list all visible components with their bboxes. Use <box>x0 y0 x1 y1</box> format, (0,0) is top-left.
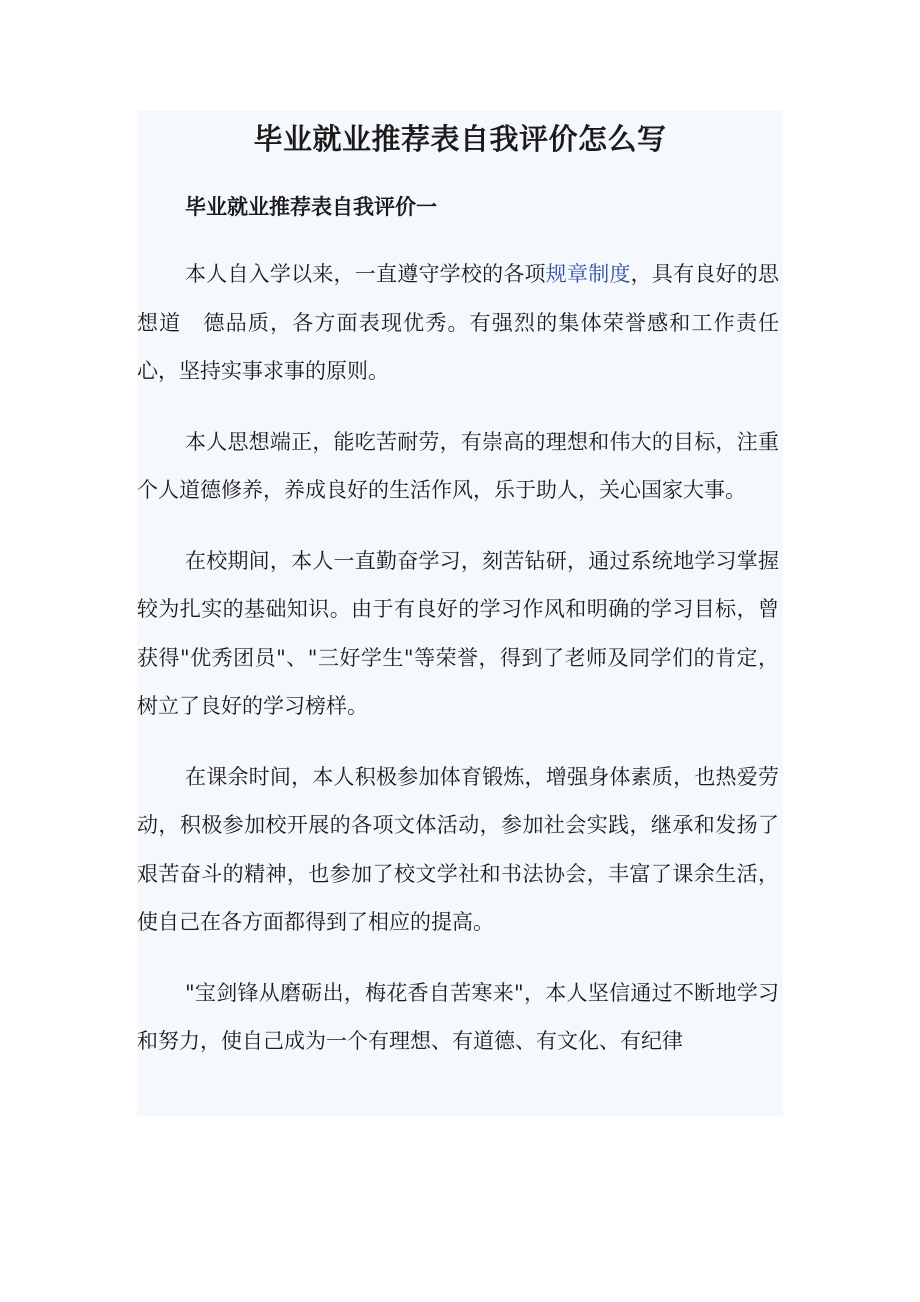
paragraph-4: 在课余时间，本人积极参加体育锻炼，增强身体素质，也热爱劳动，积极参加校开展的各项文体活动，参加社会实践，继承和发扬了艰苦奋斗的精神，也参加了校文学社和书法协会，丰富了课余生活，使自己在各方面都得到了相应的提高。 <box>137 764 779 934</box>
paragraph-1 <box>137 250 783 396</box>
paragraph-5: "宝剑锋从磨砺出，梅花香自苦寒来"，本人坚信通过不断地学习和努力，使自己成为一个有理想、有道德、有文化、有纪律 <box>137 980 779 1053</box>
section-heading: 毕业就业推荐表自我评价一 <box>185 194 437 219</box>
paragraph-2: 本人思想端正，能吃苦耐劳，有崇高的理想和伟大的目标，注重个人道德修养，养成良好的生活作风，乐于助人，关心国家大事。 <box>137 429 779 502</box>
paragraph-1-text-before: 本人自入学以来，一直遵守学校的各项 <box>185 262 546 286</box>
document-content <box>137 111 783 1116</box>
paragraph-3: 在校期间，本人一直勤奋学习，刻苦钻研，通过系统地学习掌握较为扎实的基础知识。由于有良好的学习作风和明确的学习目标，曾获得"优秀团员"、"三好学生"等荣誉，得到了老师及同学们的肯定，树立了良好的学习榜样。 <box>137 548 779 718</box>
paragraph-1-text-after: ，具有良好的思想道 德品质，各方面表现优秀。有强烈的集体荣誉感和工作责任心，坚持实事求事的原则。 <box>137 262 780 383</box>
regulations-link[interactable]: 规章制度 <box>545 262 631 286</box>
page-title: 毕业就业推荐表自我评价怎么写 <box>253 122 667 156</box>
